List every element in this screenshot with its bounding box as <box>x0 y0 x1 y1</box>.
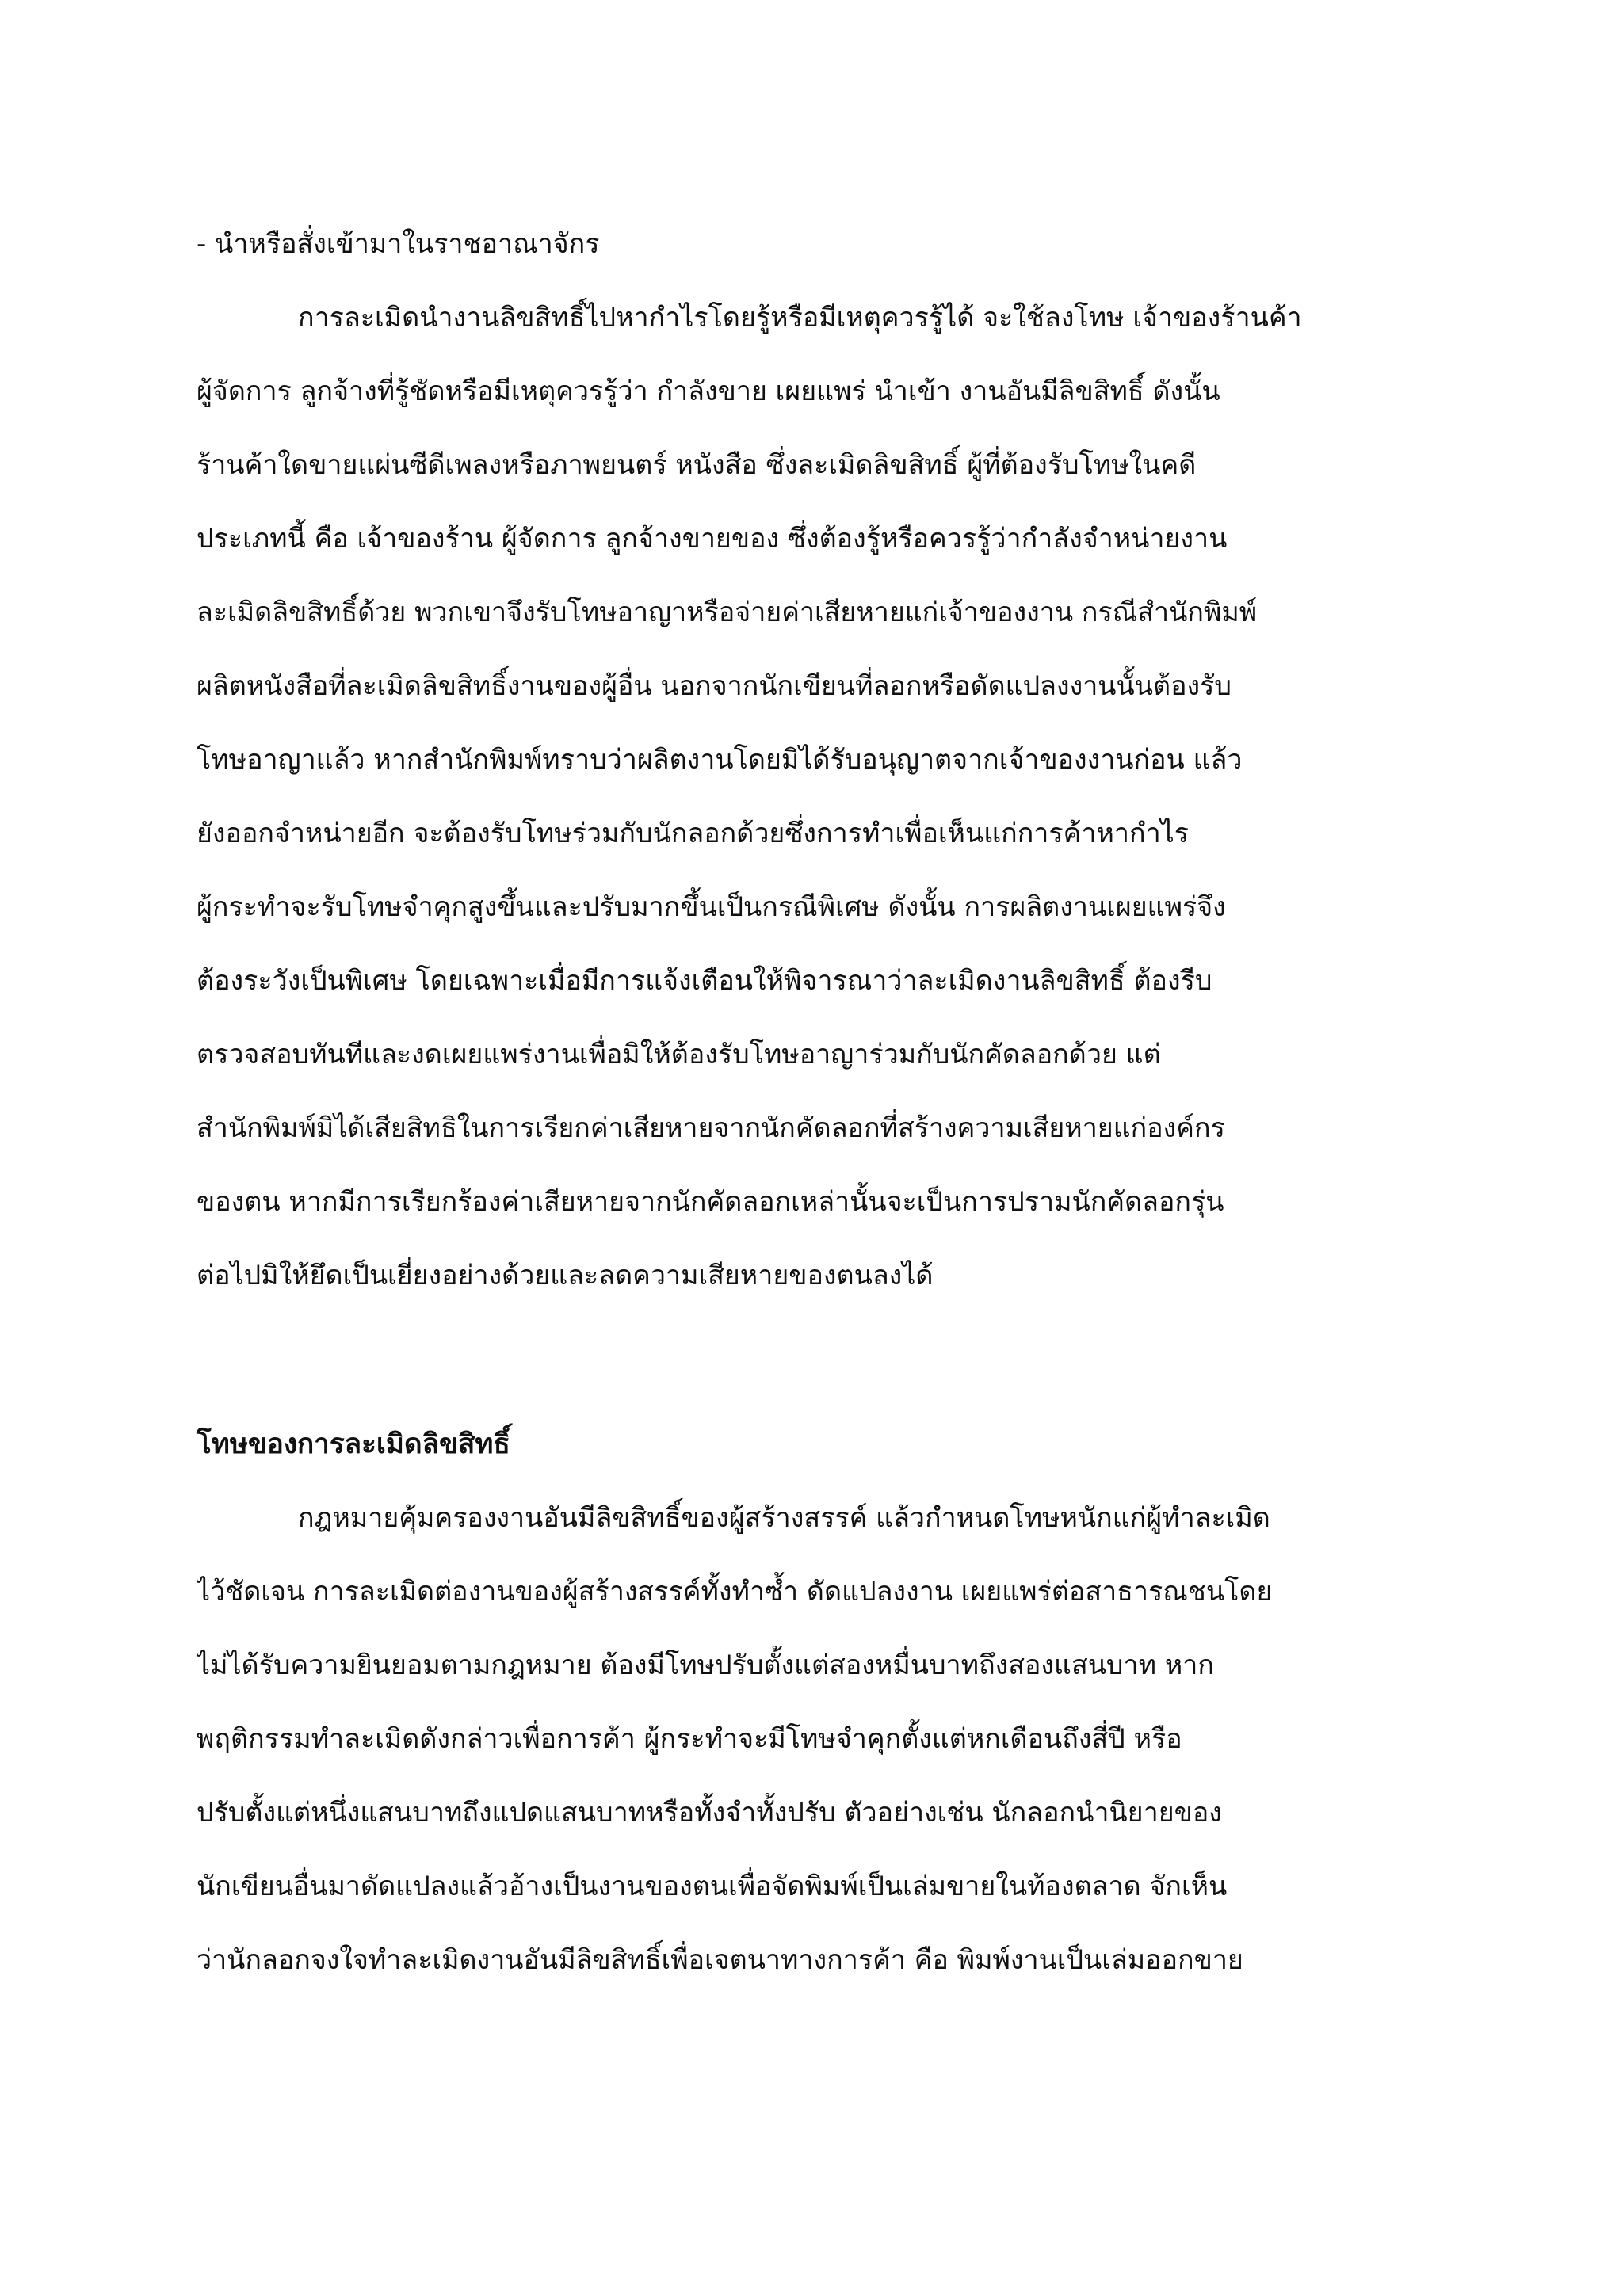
paragraph-line: ของตน หากมีการเรียกร้องค่าเสียหายจากนักคัดลอกเหล่านั้นจะเป็นการปรามนักคัดลอกรุ่น <box>197 1186 1224 1218</box>
paragraph-line: สำนักพิมพ์มิได้เสียสิทธิในการเรียกค่าเสียหายจากนักคัดลอกที่สร้างความเสียหายแก่องค์กร <box>197 1112 1225 1144</box>
paragraph-line: ผู้จัดการ ลูกจ้างที่รู้ชัดหรือมีเหตุควรรู้ว่า กำลังขาย เผยแพร่ นำเข้า งานอันมีลิขสิทธิ์ ดังนั้น <box>197 376 1220 407</box>
paragraph-line: ว่านักลอกจงใจทำละเมิดงานอันมีลิขสิทธิ์เพื่อเจตนาทางการค้า คือ พิมพ์งานเป็นเล่มออกขาย <box>197 1944 1243 1976</box>
paragraph-line: ผู้กระทำจะรับโทษจำคุกสูงขึ้นและปรับมากขึ้นเป็นกรณีพิเศษ ดังนั้น การผลิตงานเผยแพร่จึง <box>197 891 1226 923</box>
paragraph-line: ต่อไปมิให้ยึดเป็นเยี่ยงอย่างด้วยและลดความเสียหายของตนลงได้ <box>197 1260 934 1291</box>
paragraph-line: พฤติกรรมทำละเมิดดังกล่าวเพื่อการค้า ผู้กระทำจะมีโทษจำคุกตั้งแต่หกเดือนถึงสี่ปี หรือ <box>197 1723 1182 1755</box>
paragraph-line: ผลิตหนังสือที่ละเมิดลิขสิทธิ์งานของผู้อื่น นอกจากนักเขียนที่ลอกหรือดัดแปลงงานนั้นต้องรับ <box>197 670 1232 702</box>
paragraph-line: ละเมิดลิขสิทธิ์ด้วย พวกเขาจึงรับโทษอาญาหรือจ่ายค่าเสียหายแก่เจ้าของงาน กรณีสำนักพิมพ์ <box>197 597 1258 628</box>
paragraph-line: ไม่ได้รับความยินยอมตามกฎหมาย ต้องมีโทษปรับตั้งแต่สองหมื่นบาทถึงสองแสนบาท หาก <box>197 1650 1214 1681</box>
section-spacer <box>197 1313 1433 1408</box>
paragraph-line: ประเภทนี้ คือ เจ้าของร้าน ผู้จัดการ ลูกจ้างขายของ ซึ่งต้องรู้หรือควรรู้ว่ากำลังจำหน่ายงาน <box>197 523 1228 555</box>
paragraph-line: ไว้ชัดเจน การละเมิดต่องานของผู้สร้างสรรค์ทั้งทำซ้ำ ดัดแปลงงาน เผยแพร่ต่อสาธารณชนโดย <box>197 1576 1273 1608</box>
paragraph-line: ร้านค้าใดขายแผ่นซีดีเพลงหรือภาพยนตร์ หนังสือ ซึ่งละเมิดลิขสิทธิ์ ผู้ที่ต้องรับโทษในคดี <box>197 449 1197 481</box>
paragraph-line: การละเมิดนำงานลิขสิทธิ์ไปหากำไรโดยรู้หรือมีเหตุควรรู้ได้ จะใช้ลงโทษ เจ้าของร้านค้า <box>298 302 1302 334</box>
list-item-import: - นำหรือสั่งเข้ามาในราชอาณาจักร <box>197 228 600 260</box>
paragraph-line: โทษอาญาแล้ว หากสำนักพิมพ์ทราบว่าผลิตงานโดยมิได้รับอนุญาตจากเจ้าของงานก่อน แล้ว <box>197 744 1243 776</box>
paragraph-line: ปรับตั้งแต่หนึ่งแสนบาทถึงแปดแสนบาทหรือทั้งจำทั้งปรับ ตัวอย่างเช่น นักลอกนำนิยายของ <box>197 1797 1222 1829</box>
paragraph-line: กฎหมายคุ้มครองงานอันมีลิขสิทธิ์ของผู้สร้างสรรค์ แล้วกำหนดโทษหนักแก่ผู้ทำละเมิด <box>298 1502 1270 1534</box>
paragraph-line: ต้องระวังเป็นพิเศษ โดยเฉพาะเมื่อมีการแจ้งเตือนให้พิจารณาว่าละเมิดงานลิขสิทธิ์ ต้องรีบ <box>197 965 1212 997</box>
document-body <box>197 208 1433 1997</box>
paragraph-infringement-for-profit <box>197 281 1433 1313</box>
paragraph-line: ตรวจสอบทันทีและงดเผยแพร่งานเพื่อมิให้ต้องรับโทษอาญาร่วมกับนักคัดลอกด้วย แต่ <box>197 1039 1161 1070</box>
section-heading: โทษของการละเมิดลิขสิทธิ์ <box>197 1428 510 1460</box>
paragraph-penalties <box>197 1482 1433 1997</box>
paragraph-line: ยังออกจำหน่ายอีก จะต้องรับโทษร่วมกับนักลอกด้วยซึ่งการทำเพื่อเห็นแก่การค้าหากำไร <box>197 818 1190 849</box>
paragraph-line: นักเขียนอื่นมาดัดแปลงแล้วอ้างเป็นงานของตนเพื่อจัดพิมพ์เป็นเล่มขายในท้องตลาด จักเห็น <box>197 1871 1228 1902</box>
